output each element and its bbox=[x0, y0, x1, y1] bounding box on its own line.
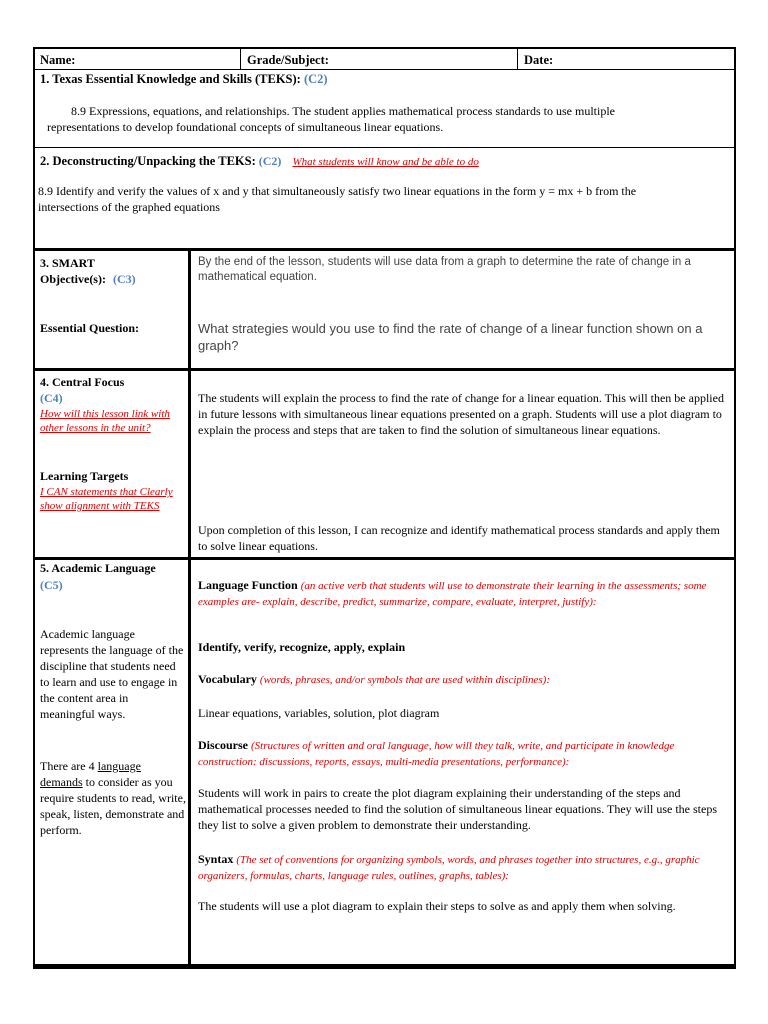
divider bbox=[35, 368, 734, 371]
essential-question-label: Essential Question: bbox=[40, 321, 140, 335]
vocabulary-value: Linear equations, variables, solution, plot diagram bbox=[198, 706, 440, 720]
name-label: Name: bbox=[40, 53, 76, 67]
language-demands-link: language demands bbox=[40, 759, 141, 789]
column-divider bbox=[188, 251, 191, 967]
teks-title-text: 1. Texas Essential Knowledge and Skills (TEKS): bbox=[40, 72, 301, 86]
central-focus-hint: How will this lesson link with other lessons in the unit? bbox=[40, 408, 170, 434]
essential-question: What strategies would you use to find the rate of change of a linear function shown on a graph? bbox=[198, 321, 703, 353]
smart-title bbox=[40, 255, 185, 287]
divider bbox=[35, 147, 734, 148]
syntax-hint: (The set of conventions for organizing symbols, words, and phrases together into structures, e.g., graphic organizers, formulas, charts, language rules, outlines, graphs, tables): bbox=[198, 854, 700, 882]
language-function-value: Identify, verify, recognize, apply, explain bbox=[198, 640, 406, 654]
date-label: Date: bbox=[524, 53, 554, 67]
smart-title-text-2: Objective(s): bbox=[40, 272, 106, 286]
vocabulary-hint: (words, phrases, and/or symbols that are used within disciplines): bbox=[259, 674, 550, 686]
language-function-label: Language Function bbox=[198, 578, 298, 592]
vocabulary-label: Vocabulary bbox=[198, 672, 257, 686]
teks-line-1: 8.9 Expressions, equations, and relationships. The student applies mathematical process standards to use multiple bbox=[71, 104, 616, 118]
learning-targets-hint: I CAN statements that Clearly show alignment with TEKS bbox=[40, 486, 173, 512]
grade-subject-label: Grade/Subject: bbox=[247, 53, 329, 67]
central-focus-code: (C4) bbox=[40, 391, 63, 405]
learning-target-text: Upon completion of this lesson, I can recognize and identify mathematical process standards and apply them to solve linear equations. bbox=[198, 523, 720, 553]
teks-line-2: representations to develop foundational concepts of simultaneous linear equations. bbox=[47, 120, 444, 134]
discourse-value: Students will work in pairs to create the plot diagram explaining their understanding of the steps and mathematical processes needed to find the solution of simultaneous linear equations. They will use the steps they list to solve a given problem to demonstrate their understanding. bbox=[198, 786, 717, 832]
language-demands-pre: There are 4 bbox=[40, 759, 98, 773]
vocabulary bbox=[198, 671, 728, 687]
smart-code: (C3) bbox=[112, 272, 136, 286]
discourse bbox=[198, 737, 728, 769]
language-demands-post: to consider as you require students to read, write, speak, listen, demonstrate and perform. bbox=[40, 775, 186, 837]
discourse-hint: (Structures of written and oral language, how will they talk, write, and participate in knowledge construction: discussions, reports, essays, multi-media presentations, performance): bbox=[198, 740, 675, 768]
academic-language-code: (C5) bbox=[40, 578, 63, 592]
smart-title-text: 3. SMART bbox=[40, 256, 95, 270]
syntax-label: Syntax bbox=[198, 852, 234, 866]
unpacking-code: (C2) bbox=[258, 154, 282, 168]
academic-language-title: 5. Academic Language bbox=[40, 561, 156, 575]
language-demands-text bbox=[40, 758, 186, 838]
unpacking-line-1: 8.9 Identify and verify the values of x and y that simultaneously satisfy two linear equations in the form y = mx + b from the bbox=[38, 184, 637, 198]
divider bbox=[517, 49, 518, 69]
header-row bbox=[35, 49, 734, 70]
learning-targets-title: Learning Targets bbox=[40, 469, 129, 483]
divider bbox=[35, 248, 734, 251]
academic-language-desc: Academic language represents the language of the discipline that students need to learn and use to engage in the content area in meaningful ways. bbox=[40, 627, 184, 721]
language-function bbox=[198, 577, 728, 609]
smart-objective: By the end of the lesson, students will use data from a graph to determine the rate of change in a mathematical equation. bbox=[198, 256, 691, 283]
language-function-hint: (an active verb that students will use to demonstrate their learning in the assessments; some examples are- explain, describe, predict, summarize, compare, evaluate, interpret, justify): bbox=[198, 580, 707, 608]
divider bbox=[240, 49, 241, 69]
syntax-value: The students will use a plot diagram to explain their steps to solve as and apply them when solving. bbox=[198, 899, 676, 913]
unpacking-hint: What students will know and be able to do bbox=[292, 156, 479, 168]
discourse-label: Discourse bbox=[198, 738, 248, 752]
unpacking-line-2: intersections of the graphed equations bbox=[38, 200, 220, 214]
divider bbox=[35, 964, 734, 967]
unpacking-title bbox=[40, 153, 479, 170]
teks-title bbox=[40, 71, 328, 87]
teks-code: (C2) bbox=[303, 72, 328, 86]
unpacking-title-text: 2. Deconstructing/Unpacking the TEKS: bbox=[40, 154, 256, 168]
central-focus-text: The students will explain the process to find the rate of change for a linear equation. This will then be applied in future lessons with simultaneous linear equations presented on a graph. Students will use a plot diagram to explain the process and steps that are taken to find the solution of simultaneous linear equations. bbox=[198, 391, 724, 437]
lesson-plan-sheet bbox=[33, 47, 736, 969]
syntax bbox=[198, 851, 728, 883]
central-focus-title: 4. Central Focus bbox=[40, 375, 125, 389]
